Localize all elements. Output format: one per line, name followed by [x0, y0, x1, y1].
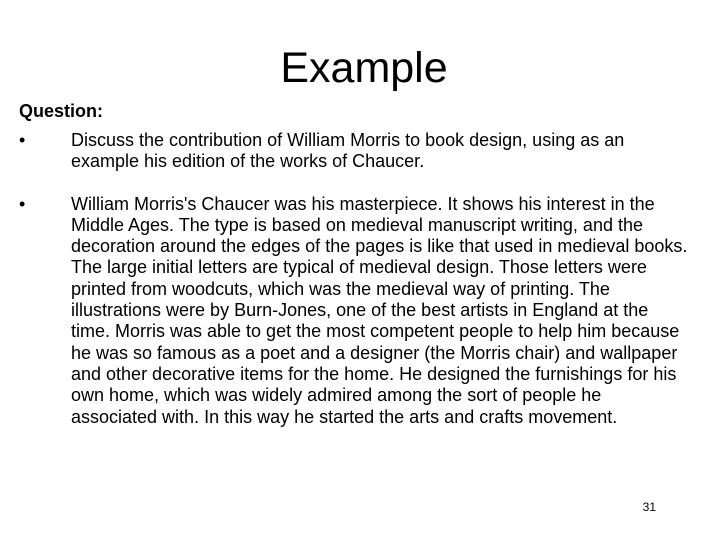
bullet-text: Discuss the contribution of William Morris to book design, using as an example his edition of the works of Chaucer. [71, 130, 625, 172]
bullet-item-answer [19, 194, 691, 428]
bullet-icon: • [19, 193, 26, 214]
question-label: Question: [19, 101, 103, 121]
slide-title: Example [280, 44, 448, 92]
bullet-item-question [19, 130, 691, 173]
bullet-list [19, 130, 691, 428]
page-number: 31 [642, 500, 656, 514]
bullet-text: William Morris's Chaucer was his masterpiece. It shows his interest in the Middle Ages. The type is based on medieval manuscript writing, and the decoration around the edges of the pages is like that used in medieval books. The large initial letters are typical of medieval design. Those letters were printed from woodcuts, which was the medieval way of printing. The illustrations were by Burn-Jones, one of the best artists in England at the time. Morris was able to get the most competent people to help him because he was so famous as a poet and a designer (the Morris chair) and wallpaper and other decorative items for the home. He designed the furnishings for his own home, which was widely admired among the sort of people he associated with. In this way he started the arts and crafts movement. [71, 193, 688, 427]
bullet-icon: • [19, 130, 26, 150]
